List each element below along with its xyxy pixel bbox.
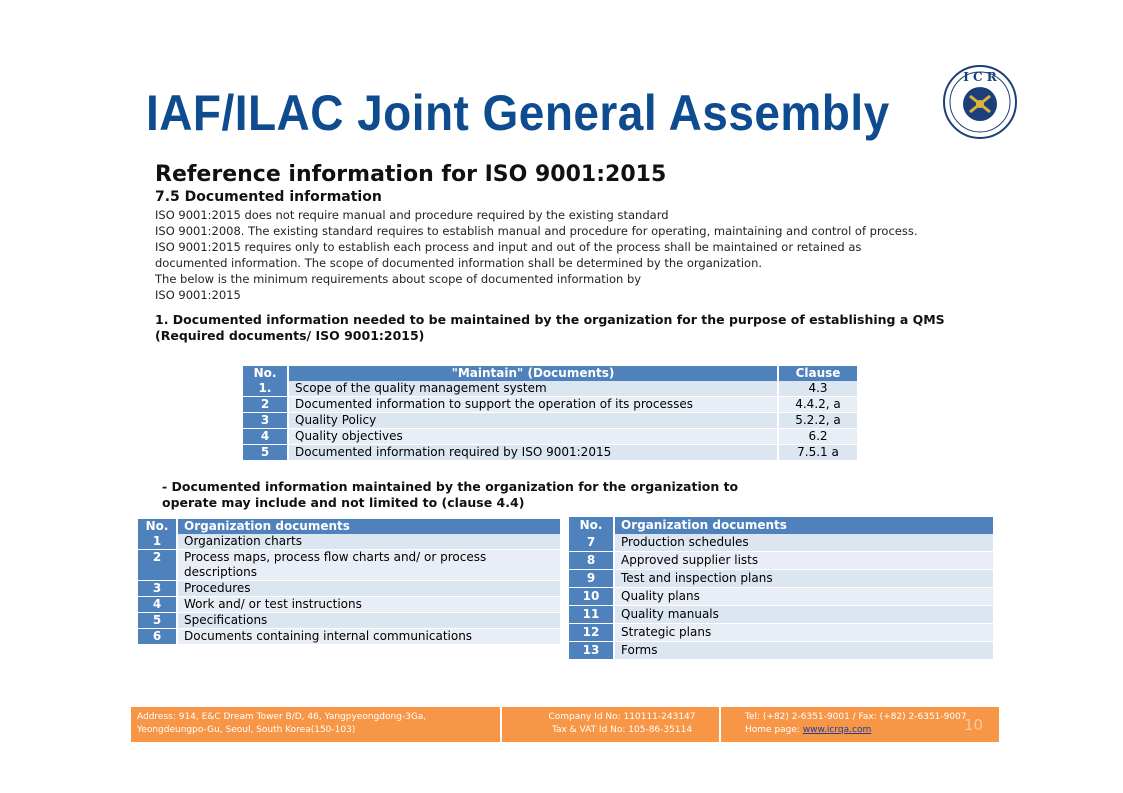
maintain-documents-table bbox=[243, 366, 859, 461]
table-row bbox=[569, 570, 995, 588]
row-number: 12 bbox=[569, 624, 615, 642]
table-row bbox=[569, 606, 995, 624]
col-header-no: No. bbox=[138, 519, 178, 534]
homepage-label: Home page: bbox=[745, 725, 803, 735]
row-document: Specifications bbox=[178, 613, 562, 629]
row-document: Documents containing internal communications bbox=[178, 629, 562, 645]
tel-fax: Tel: (+82) 2-6351-9001 / Fax: (+82) 2-6351-9007 bbox=[745, 712, 967, 722]
row-document: Process maps, process flow charts and/ or process descriptions bbox=[178, 550, 562, 581]
row-document: Documented information to support the operation of its processes bbox=[289, 397, 779, 413]
row-clause: 7.5.1 a bbox=[779, 445, 859, 461]
row-number: 7 bbox=[569, 534, 615, 552]
row-number: 2 bbox=[243, 397, 289, 413]
tax-id: Tax & VAT Id No: 105-86-35114 bbox=[551, 725, 693, 735]
paragraph-line: The below is the minimum requirements about scope of documented information by bbox=[155, 272, 642, 286]
address-line: Address: 914, E&C Dream Tower B/D, 46, Yangpyeongdong-3Ga, bbox=[137, 712, 427, 722]
table-row bbox=[569, 534, 995, 552]
table-row bbox=[138, 581, 562, 597]
footer-bar bbox=[131, 707, 999, 742]
table-row bbox=[243, 397, 859, 413]
paragraph-line: ISO 9001:2015 requires only to establish each process and input and out of the process shall be maintained or retained as bbox=[155, 240, 862, 254]
row-document: Work and/ or test instructions bbox=[178, 597, 562, 613]
row-document: Approved supplier lists bbox=[615, 552, 995, 570]
row-clause: 4.4.2, a bbox=[779, 397, 859, 413]
row-number: 8 bbox=[569, 552, 615, 570]
logo-letters: I C R bbox=[963, 70, 997, 84]
intro-paragraphs bbox=[155, 207, 975, 303]
table-row bbox=[138, 613, 562, 629]
row-number: 4 bbox=[243, 429, 289, 445]
paragraph-line: ISO 9001:2015 does not require manual and procedure required by the existing standard bbox=[155, 208, 669, 222]
table-row bbox=[243, 413, 859, 429]
col-header-no: No. bbox=[243, 366, 289, 381]
table-row bbox=[243, 445, 859, 461]
footer-company-ids bbox=[527, 711, 717, 737]
row-number: 5 bbox=[243, 445, 289, 461]
row-number: 9 bbox=[569, 570, 615, 588]
row-clause: 6.2 bbox=[779, 429, 859, 445]
paragraph-line: documented information. The scope of documented information shall be determined by the organization. bbox=[155, 256, 763, 270]
row-number: 13 bbox=[569, 642, 615, 660]
organization-documents-table-left bbox=[138, 519, 562, 645]
row-number: 6 bbox=[138, 629, 178, 645]
company-id: Company Id No: 110111-243147 bbox=[548, 712, 696, 722]
icr-seal-logo-icon bbox=[942, 64, 1018, 140]
row-number: 11 bbox=[569, 606, 615, 624]
row-number: 5 bbox=[138, 613, 178, 629]
page-number: 10 bbox=[964, 716, 984, 734]
row-document: Documented information required by ISO 9001:2015 bbox=[289, 445, 779, 461]
row-document: Forms bbox=[615, 642, 995, 660]
table-row bbox=[569, 588, 995, 606]
footer-divider bbox=[500, 707, 502, 742]
subtitle: Reference information for ISO 9001:2015 bbox=[155, 162, 667, 187]
footer-divider bbox=[719, 707, 721, 742]
col-header-no: No. bbox=[569, 517, 615, 534]
section-heading: 7.5 Documented information bbox=[155, 189, 382, 205]
row-document: Test and inspection plans bbox=[615, 570, 995, 588]
row-document: Strategic plans bbox=[615, 624, 995, 642]
paragraph-line: ISO 9001:2015 bbox=[155, 288, 241, 302]
col-header-clause: Clause bbox=[779, 366, 859, 381]
row-number: 1 bbox=[138, 534, 178, 550]
table-row bbox=[243, 429, 859, 445]
footer-address bbox=[137, 711, 497, 737]
col-header-organization-documents: Organization documents bbox=[178, 519, 562, 534]
homepage-link[interactable]: www.icrqa.com bbox=[802, 725, 872, 735]
row-document: Quality Policy bbox=[289, 413, 779, 429]
row-number: 2 bbox=[138, 550, 178, 581]
organization-documents-table-right bbox=[569, 517, 995, 660]
row-document: Production schedules bbox=[615, 534, 995, 552]
row-document: Quality plans bbox=[615, 588, 995, 606]
row-number: 4 bbox=[138, 597, 178, 613]
table-row bbox=[138, 597, 562, 613]
row-document: Quality manuals bbox=[615, 606, 995, 624]
row-document: Procedures bbox=[178, 581, 562, 597]
address-line: Yeongdeungpo-Gu, Seoul, South Korea(150-103) bbox=[137, 725, 356, 735]
table-row bbox=[569, 552, 995, 570]
required-documents-heading: 1. Documented information needed to be maintained by the organization for the purpose of establishing a QMS (Required documents/ ISO 9001:2015) bbox=[155, 312, 945, 343]
row-clause: 5.2.2, a bbox=[779, 413, 859, 429]
table-row bbox=[569, 642, 995, 660]
table-row bbox=[138, 534, 562, 550]
table-row bbox=[138, 550, 562, 581]
table-row bbox=[243, 381, 859, 397]
row-document: Organization charts bbox=[178, 534, 562, 550]
paragraph-line: ISO 9001:2008. The existing standard requires to establish manual and procedure for operating, maintaining and control of process. bbox=[155, 224, 918, 238]
page-title: IAF/ILAC Joint General Assembly bbox=[146, 85, 890, 141]
organization-documents-heading: - Documented information maintained by the organization for the organization to operate may include and not limited to (clause 4.4) bbox=[162, 479, 739, 510]
col-header-organization-documents: Organization documents bbox=[615, 517, 995, 534]
row-document: Scope of the quality management system bbox=[289, 381, 779, 397]
row-number: 3 bbox=[243, 413, 289, 429]
row-number: 3 bbox=[138, 581, 178, 597]
row-clause: 4.3 bbox=[779, 381, 859, 397]
table-row bbox=[138, 629, 562, 645]
table-row bbox=[569, 624, 995, 642]
row-number: 10 bbox=[569, 588, 615, 606]
col-header-documents: "Maintain" (Documents) bbox=[289, 366, 779, 381]
row-document: Quality objectives bbox=[289, 429, 779, 445]
row-number: 1. bbox=[243, 381, 289, 397]
